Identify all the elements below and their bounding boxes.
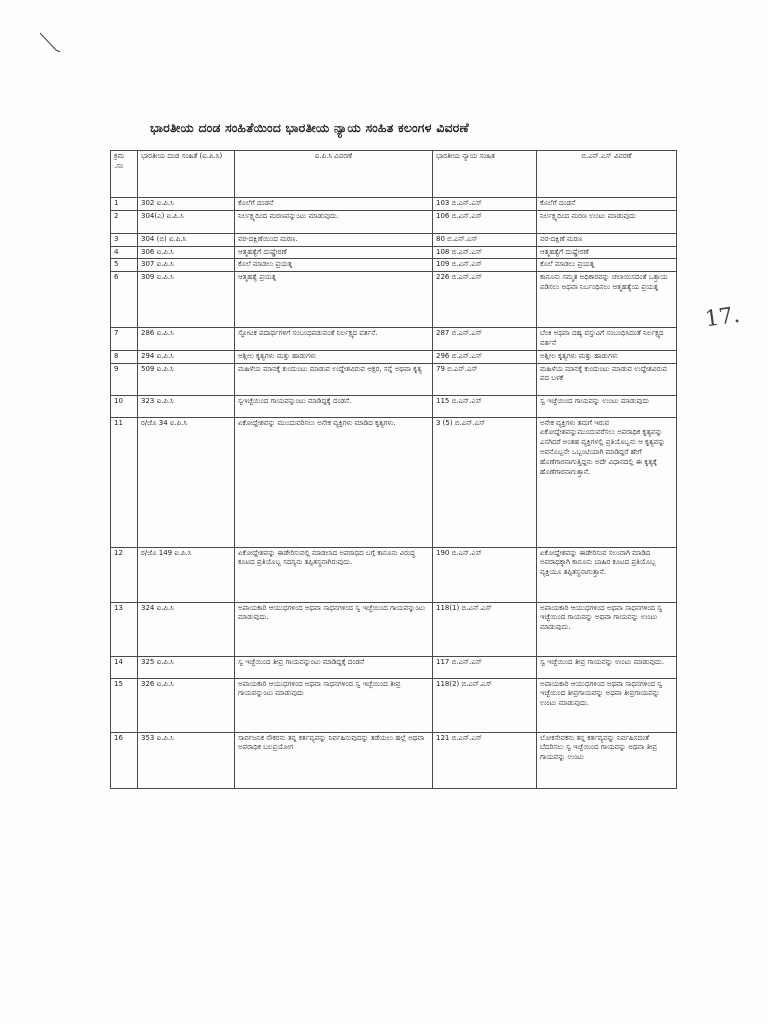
cell-bns-description: ಸ್ವ ಇಚ್ಛೆಯಿಂದ ಗಾಯವನ್ನು ಉಂಟು ಮಾಡುವುದು — [537, 395, 677, 417]
cell-ipc-section: 304 (ಬಿ) ಐ.ಪಿ.ಸಿ — [138, 233, 235, 246]
page-title: ಭಾರತೀಯ ದಂಡ ಸಂಹಿತೆಯಿಂದ ಭಾರತೀಯ ನ್ಯಾಯ ಸಂಹಿತ ಕಲಂಗಳ ವಿವರಣೆ — [150, 120, 469, 135]
cell-sl: 9 — [111, 363, 138, 395]
cell-sl: 5 — [111, 259, 138, 272]
cell-ipc-description: ಸ್ವಇಚ್ಛೆಯಿಂದ ಗಾಯವನ್ನುಂಟು ಮಾಡಿದ್ದಕ್ಕೆ ದಂಡನೆ. — [235, 395, 433, 417]
cell-ipc-section: 306 ಐ.ಪಿ.ಸಿ — [138, 246, 235, 259]
cell-ipc-section: 286 ಐ.ಪಿ.ಸಿ — [138, 328, 235, 351]
cell-sl: 10 — [111, 395, 138, 417]
cell-sl: 12 — [111, 547, 138, 602]
cell-bns-description: ನಿರ್ಲಕ್ಷ್ಯದಿಂದ ಮರಣ ಉಂಟು ಮಾಡುವುದು — [537, 210, 677, 233]
cell-bns-section: 79 ಬಿ.ಎನ್.ಎಸ್ — [433, 363, 537, 395]
cell-ipc-section: 294 ಐ.ಪಿ.ಸಿ — [138, 350, 235, 363]
cell-bns-description: ಅನೇಕ ವ್ಯಕ್ತಿಗಳು ತಮಗೆ ಇರುವ ಏಕೋದ್ದೇಶವನ್ನುಮುಂದುವರೆಸಲು ಅಪರಾಧಿಕ ಕೃತ್ಯವನ್ನು ಎಸಗಿದರೆ ಅಂತಹ ವ್ಯಕ್ತಿಗಳಲ್ಲಿ ಪ್ರತಿಯೊಬ್ಬನು ಆ ಕೃತ್ಯವನ್ನು ಅವನೊಬ್ಬನೇ ಒಬ್ಬಂಟಿಯಾಗಿ ಮಾಡಿದ್ದರೆ ಹೇಗೆ ಹೊಣೆಗಾರನಾಗುತ್ತಿದ್ದನು ಅದೇ ವಿಧಾನದಲ್ಲಿ ಈ ಕೃತ್ಯಕ್ಕೆ ಹೊಣೆಗಾರನಾಗುತ್ತಾನೆ. — [537, 417, 677, 547]
cell-ipc-description: ಕೊಲೆ ಮಾಡಲು ಪ್ರಯತ್ನ — [235, 259, 433, 272]
table-row — [111, 210, 677, 233]
cell-ipc-description: ಆತ್ಮಹತ್ಯೆ ಪ್ರಯತ್ನ — [235, 272, 433, 328]
cell-bns-section: 118(1) ಬಿ.ಎನ್.ಎಸ್ — [433, 602, 537, 656]
header-ipc: ಭಾರತೀಯ ದಂಡ ಸಂಹಿತೆ (ಐ.ಪಿ.ಸಿ) — [138, 151, 235, 198]
cell-bns-description: ಸ್ವ ಇಚ್ಛೆಯಿಂದ ತೀವ್ರ ಗಾಯವನ್ನು ಉಂಟು ಮಾಡುವುದು. — [537, 656, 677, 678]
cell-bns-description: ಲೋಕಸೇವಕನು ತನ್ನ ಕರ್ತವ್ಯವನ್ನು ನಿರ್ವಹಿಸದಂತೆ ಬೆದರಿಸಲು ಸ್ವ ಇಚ್ಛೆಯಿಂದ ಗಾಯವನ್ನು ಅಥವಾ ತೀವ್ರ ಗಾಯವನ್ನು ಉಂಟು — [537, 732, 677, 788]
cell-bns-section: 3 (5) ಬಿ.ಎನ್.ಎಸ್ — [433, 417, 537, 547]
table-row — [111, 233, 677, 246]
cell-bns-description: ಅಶ್ಲೀಲ ಕೃತ್ಯಗಳು ಮತ್ತು ಹಾಡುಗಳು — [537, 350, 677, 363]
cell-ipc-description: ವರ-ದಕ್ಷಿಣೆಯಿಂದ ಮರಣ. — [235, 233, 433, 246]
cell-ipc-section: 324 ಐ.ಪಿ.ಸಿ — [138, 602, 235, 656]
cell-sl: 1 — [111, 198, 138, 211]
cell-ipc-section: 323 ಐ.ಪಿ.ಸಿ — [138, 395, 235, 417]
cell-ipc-description: ಆತ್ಮಹತ್ಯೆಗೆ ದುಷ್ಪ್ರೇರಣೆ — [235, 246, 433, 259]
cell-sl: 15 — [111, 678, 138, 732]
cell-ipc-description: ಏಕೋದ್ದೇಶವನ್ನು ಮುಂದುವರಿಸಲು ಅನೇಕ ವ್ಯಕ್ತಿಗಳು ಮಾಡಿದ ಕೃತ್ಯಗಳು. — [235, 417, 433, 547]
cell-sl: 14 — [111, 656, 138, 678]
cell-sl: 4 — [111, 246, 138, 259]
cell-ipc-description: ಕೊಲೆಗೆ ದಂಡನೆ — [235, 198, 433, 211]
cell-bns-section: 190 ಬಿ.ಎನ್.ಎಸ್ — [433, 547, 537, 602]
cell-bns-description: ಏಕೋದ್ದೇಶವನ್ನು ಈಡೇರಿಸುವ ಸಲುವಾಗಿ ಮಾಡಿದ ಅಪರಾಧಕ್ಕಾಗಿ ಕಾನೂನು ಬಾಹಿರ ಕೂಟದ ಪ್ರತಿಯೊಬ್ಬ ವ್ಯಕ್ತಿಯೂ ತಪ್ಪಿತಸ್ಥನಾಗುತ್ತಾನೆ. — [537, 547, 677, 602]
cell-ipc-description: ಸ್ಫೋಟಕ ಪದಾರ್ಥಗಳಿಗೆ ಸಂಬಂಧಪಡುವಂತೆ ನಿರ್ಲಕ್ಷ್ಯದ ವರ್ತನೆ. — [235, 328, 433, 351]
table-row — [111, 363, 677, 395]
cell-sl: 8 — [111, 350, 138, 363]
cell-ipc-description: ಮಹಿಳೆಯ ಮಾನಕ್ಕೆ ಕುಂದುಂಟು ಮಾಡುವ ಉದ್ದೇಶವಿರುವ ಅಕ್ಷರ, ಸನ್ನೆ ಅಥವಾ ಕೃತ್ಯ — [235, 363, 433, 395]
table-row — [111, 198, 677, 211]
cell-ipc-description: ಅಪಾಯಕಾರಿ ಆಯುಧಗಳಿಂದ ಅಥವಾ ಸಾಧನಗಳಿಂದ ಸ್ವ ಇಚ್ಛೆಯಿಂದ ಗಾಯವನ್ನುಂಟು ಮಾಡುವುದು. — [235, 602, 433, 656]
table-row — [111, 602, 677, 656]
cell-sl: 13 — [111, 602, 138, 656]
cell-bns-section: 80 ಬಿ.ಎನ್.ಎಸ್ — [433, 233, 537, 246]
cell-ipc-description: ಅಶ್ಲೀಲ ಕೃತ್ಯಗಳು ಮತ್ತು ಹಾಡುಗಳು — [235, 350, 433, 363]
header-bns: ಭಾರತೀಯ ನ್ಯಾಯ ಸಂಹಿತ — [433, 151, 537, 198]
cell-ipc-section: 304(ಎ) ಐ.ಪಿ.ಸಿ — [138, 210, 235, 233]
cell-ipc-section: 353 ಐ.ಪಿ.ಸಿ — [138, 732, 235, 788]
ipc-bns-comparison-table — [110, 150, 677, 789]
cell-ipc-section: 302 ಐ.ಪಿ.ಸಿ — [138, 198, 235, 211]
cell-bns-description: ವರ-ದಕ್ಷಿಣೆ ಮರಣ — [537, 233, 677, 246]
cell-sl: 7 — [111, 328, 138, 351]
cell-ipc-section: 509 ಐ.ಪಿ.ಸಿ — [138, 363, 235, 395]
table-row — [111, 328, 677, 351]
cell-ipc-section: 309 ಐ.ಪಿ.ಸಿ — [138, 272, 235, 328]
cell-sl: 11 — [111, 417, 138, 547]
cell-bns-section: 121 ಬಿ.ಎನ್.ಎಸ್ — [433, 732, 537, 788]
cell-ipc-description: ಅಪಾಯಕಾರಿ ಆಯುಧಗಳಿಂದ ಅಥವಾ ಸಾಧನಗಳಿಂದ ಸ್ವ ಇಚ್ಛೆಯಿಂದ ತೀವ್ರ ಗಾಯವನ್ನುಂಟು ಮಾಡುವುದು — [235, 678, 433, 732]
cell-sl: 16 — [111, 732, 138, 788]
cell-bns-section: 117 ಬಿ.ಎನ್.ಎಸ್ — [433, 656, 537, 678]
cell-ipc-section: 325 ಐ.ಪಿ.ಸಿ — [138, 656, 235, 678]
table-row — [111, 678, 677, 732]
table-row — [111, 732, 677, 788]
scan-pen-mark — [38, 30, 64, 56]
header-sl: ಕ್ರಮ .ಸಂ — [111, 151, 138, 198]
table-row — [111, 272, 677, 328]
cell-bns-description: ಆತ್ಮಹತ್ಯೆಗೆ ದುಷ್ಪ್ರೇರಣೆ — [537, 246, 677, 259]
cell-sl: 3 — [111, 233, 138, 246]
table-row — [111, 246, 677, 259]
cell-bns-description: ಕೊಲೆ ಮಾಡಲು ಪ್ರಯತ್ನ — [537, 259, 677, 272]
cell-bns-section: 109 ಬಿ.ಎನ್.ಎಸ್ — [433, 259, 537, 272]
cell-bns-section: 287 ಬಿ.ಎನ್.ಎಸ್ — [433, 328, 537, 351]
table-row — [111, 259, 677, 272]
cell-bns-description: ಮಹಿಳೆಯ ಮಾನಕ್ಕೆ ಕುಂದುಂಟು ಮಾಡುವ ಉದ್ದೇಶವಿರುವ ಪದ ಬಳಕೆ — [537, 363, 677, 395]
cell-ipc-section: 326 ಐ.ಪಿ.ಸಿ — [138, 678, 235, 732]
cell-sl: 2 — [111, 210, 138, 233]
cell-bns-description: ಬೆಂಕಿ ಅಥವಾ ದಹ್ಯ ವಸ್ತುವಿಗೆ ಸಂಬಂಧಿಸಿದಂತೆ ನಿರ್ಲಕ್ಷ್ಯದ ವರ್ತನೆ — [537, 328, 677, 351]
cell-bns-section: 115 ಬಿ.ಎನ್.ಎಸ್ — [433, 395, 537, 417]
table-row — [111, 395, 677, 417]
table-row — [111, 656, 677, 678]
header-bns-desc: ಬಿ.ಎನ್.ಎಸ್ ವಿವರಣೆ — [537, 151, 677, 198]
table-row — [111, 417, 677, 547]
cell-bns-description: ಕಾನೂನು ಸಮ್ಮತ ಅಧಿಕಾರವನ್ನು ಚಲಾಯಿಸದಂತೆ ಒತ್ತಾಯ ಪಡಿಸಲು ಅಥವಾ ನಿರ್ಬಂಧಿಸಲು ಆತ್ಮಹತ್ಯೆಯ ಪ್ರಯತ್ನ — [537, 272, 677, 328]
cell-bns-section: 118(2) ಬಿ.ಎನ್.ಎಸ್ — [433, 678, 537, 732]
cell-ipc-section: ರ/ಜೊ 149 ಐ.ಪಿ.ಸಿ — [138, 547, 235, 602]
header-ipc-desc: ಐ.ಪಿ.ಸಿ ವಿವರಣೆ — [235, 151, 433, 198]
cell-bns-section: 103 ಬಿ.ಎನ್.ಎಸ್ — [433, 198, 537, 211]
cell-sl: 6 — [111, 272, 138, 328]
cell-bns-description: ಅಪಾಯಕಾರಿ ಆಯುಧಗಳಿಂದ ಅಥವಾ ಸಾಧನಗಳಿಂದ ಸ್ವ ಇಚ್ಛೆಯಿಂದ ಗಾಯವನ್ನು ಅಥವಾ ಗಾಯವನ್ನು ಉಂಟು ಮಾಡುವುದು. — [537, 602, 677, 656]
table-row — [111, 547, 677, 602]
cell-bns-description: ಕೊಲೆಗೆ ದಂಡನೆ — [537, 198, 677, 211]
cell-ipc-section: ರ/ಜೊ 34 ಐ.ಪಿ.ಸಿ — [138, 417, 235, 547]
cell-ipc-description: ಸಾರ್ವಜನಿಕ ನೌಕರನು ತನ್ನ ಕರ್ತವ್ಯವನ್ನು ನಿರ್ವಹಿಸುವುದನ್ನು ತಡೆಯಲು ಹಲ್ಲೆ ಅಥವಾ ಅಪರಾಧಿಕ ಬಲಪ್ರಯೋಗ — [235, 732, 433, 788]
cell-ipc-description: ಏಕೋದ್ದೇಶವನ್ನು ಈಡೇರಿಸುವಲ್ಲಿ ಮಾಡಲಾದ ಅಪರಾಧದ ಬಗ್ಗೆ ಕಾನೂನು ವಿರುದ್ಧ ಕೂಟದ ಪ್ರತಿಯೊಬ್ಬ ಸದಸ್ಯನು ತಪ್ಪಿತಸ್ಥನಾಗಿರುವುದು. — [235, 547, 433, 602]
cell-bns-section: 296 ಬಿ.ಎನ್.ಎಸ್ — [433, 350, 537, 363]
cell-bns-section: 108 ಬಿ.ಎನ್.ಎಸ್ — [433, 246, 537, 259]
cell-bns-section: 226 ಬಿ.ಎನ್.ಎಸ್ — [433, 272, 537, 328]
cell-bns-section: 106 ಬಿ.ಎನ್.ಎಸ್ — [433, 210, 537, 233]
cell-ipc-description: ನಿರ್ಲಕ್ಷ್ಯದಿಂದ ಮರಣವನ್ನುಂಟು ಮಾಡುವುದು. — [235, 210, 433, 233]
table-row — [111, 350, 677, 363]
cell-ipc-description: ಸ್ವ ಇಚ್ಛೆಯಿಂದ ತೀವ್ರ ಗಾಯವನ್ನುಂಟು ಮಾಡಿದ್ದಕ್ಕೆ ದಂಡನೆ — [235, 656, 433, 678]
cell-ipc-section: 307 ಐ.ಪಿ.ಸಿ — [138, 259, 235, 272]
handwritten-margin-note: 17. — [703, 302, 742, 333]
cell-bns-description: ಅಪಾಯಕಾರಿ ಆಯುಧಗಳಿಂದ ಅಥವಾ ಸಾಧನಗಳಿಂದ ಸ್ವ ಇಚ್ಛೆಯಿಂದ ತೀವ್ರಗಾಯವನ್ನು ಅಥವಾ ತೀವ್ರಗಾಯವನ್ನು ಉಂಟು ಮಾಡುವುದು. — [537, 678, 677, 732]
table-header-row — [111, 151, 677, 198]
